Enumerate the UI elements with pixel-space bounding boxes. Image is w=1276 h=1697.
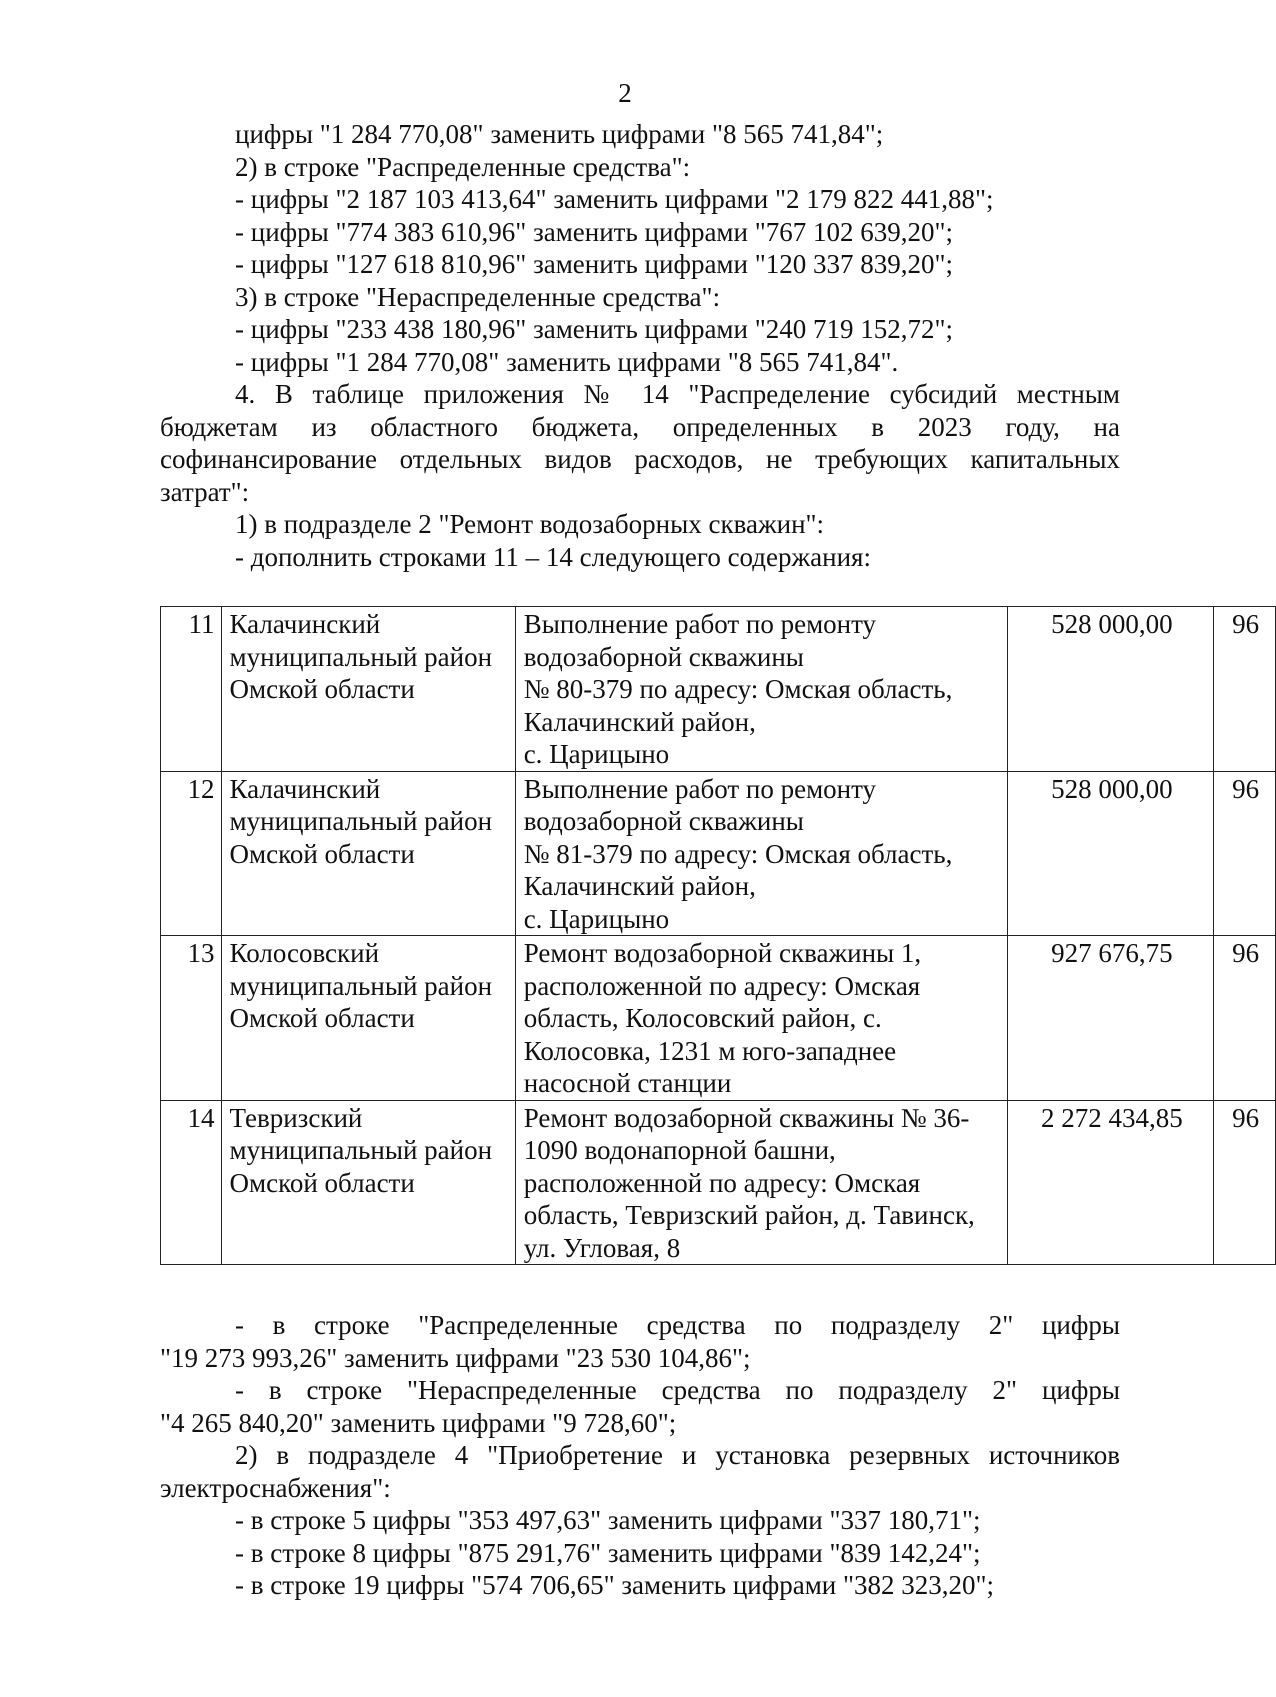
- text-line: - в строке 8 цифры "875 291,76" заменить цифрами "839 142,24";: [235, 1537, 981, 1568]
- district-cell: Тевризский муниципальный район Омской области: [221, 1100, 515, 1265]
- text-line: - в строке 19 цифры "574 706,65" заменить цифрами "382 323,20";: [235, 1570, 995, 1600]
- table-row: [161, 771, 1276, 936]
- text-line: - в строке "Нераспределенные средства по подразделу 2" цифры: [235, 1375, 1120, 1405]
- work-description-cell: Ремонт водозаборной скважины 1, расположенной по адресу: Омская область, Колосовский район, с. Колосовка, 1231 м юго-западнее насосной станции: [515, 936, 1008, 1101]
- text-line: электроснабжения":: [160, 1472, 391, 1503]
- percent-cell: 96: [1214, 936, 1276, 1101]
- text-line: - цифры "233 438 180,96" заменить цифрами "240 719 152,72";: [235, 314, 954, 344]
- page-number: 2: [618, 78, 632, 108]
- text-line: - цифры "127 618 810,96" заменить цифрами "120 337 839,20";: [235, 249, 954, 279]
- work-description-cell: Выполнение работ по ремонту водозаборной скважины № 80-379 по адресу: Омская область, Калачинский район, с. Царицыно: [515, 607, 1008, 772]
- subsection-1-instruction: - дополнить строками 11 – 14 следующего содержания:: [235, 541, 871, 572]
- row-number: 12: [161, 771, 222, 936]
- text-line: - в строке 5 цифры "353 497,63" заменить цифрами "337 180,71";: [235, 1505, 981, 1535]
- amount-cell: 2 272 434,85: [1008, 1100, 1214, 1265]
- amendments-top: [160, 118, 1120, 573]
- text-line: - в строке "Распределенные средства по подразделу 2" цифры: [235, 1310, 1120, 1340]
- text-line: 2) в подразделе 4 "Приобретение и установка резервных источников: [235, 1440, 1120, 1470]
- percent-cell: 96: [1214, 1100, 1276, 1265]
- subsection-1-heading: 1) в подразделе 2 "Ремонт водозаборных скважин":: [235, 509, 825, 539]
- paragraph-4: [160, 378, 1120, 508]
- percent-cell: 96: [1214, 607, 1276, 772]
- paragraph: [160, 1374, 1120, 1439]
- subsidy-table: [160, 606, 1276, 1265]
- paragraph: [160, 1309, 1120, 1374]
- text-line: - цифры "2 187 103 413,64" заменить цифрами "2 179 822 441,88";: [235, 184, 994, 214]
- text-line: 4. В таблице приложения № 14 "Распределение субсидий местным: [235, 379, 1120, 409]
- text-line: цифры "1 284 770,08" заменить цифрами "8 565 741,84";: [235, 119, 884, 149]
- text-line: "19 273 993,26" заменить цифрами "23 530 104,86";: [160, 1342, 751, 1373]
- text-line: - цифры "774 383 610,96" заменить цифрами "767 102 639,20";: [235, 216, 954, 247]
- text-line: 2) в строке "Распределенные средства":: [235, 151, 691, 182]
- amount-cell: 528 000,00: [1008, 607, 1214, 772]
- work-description-cell: Ремонт водозаборной скважины № 36-1090 водонапорной башни, расположенной по адресу: Омская область, Тевризский район, д. Тавинск, ул. Угловая, 8: [515, 1100, 1008, 1265]
- work-description-cell: Выполнение работ по ремонту водозаборной скважины № 81-379 по адресу: Омская область, Калачинский район, с. Царицыно: [515, 771, 1008, 936]
- district-cell: Калачинский муниципальный район Омской области: [221, 771, 515, 936]
- text-line: "4 265 840,20" заменить цифрами "9 728,60";: [160, 1407, 677, 1438]
- text-line: софинансирование отдельных видов расходов, не требующих капитальных: [160, 444, 1120, 474]
- text-line: 3) в строке "Нераспределенные средства":: [235, 281, 721, 312]
- paragraph: [160, 1439, 1120, 1504]
- row-number: 11: [161, 607, 222, 772]
- row-number: 14: [161, 1100, 222, 1265]
- text-line: затрат":: [160, 476, 250, 507]
- percent-cell: 96: [1214, 771, 1276, 936]
- amount-cell: 528 000,00: [1008, 771, 1214, 936]
- table-row: [161, 936, 1276, 1101]
- table-row: [161, 607, 1276, 772]
- amount-cell: 927 676,75: [1008, 936, 1214, 1101]
- text-line: бюджетам из областного бюджета, определенных в 2023 году, на: [160, 411, 1120, 442]
- district-cell: Калачинский муниципальный район Омской области: [221, 607, 515, 772]
- row-number: 13: [161, 936, 222, 1101]
- text-line: - цифры "1 284 770,08" заменить цифрами "8 565 741,84".: [235, 346, 899, 377]
- amendments-bottom: [160, 1309, 1120, 1602]
- district-cell: Колосовский муниципальный район Омской области: [221, 936, 515, 1101]
- table-row: [161, 1100, 1276, 1265]
